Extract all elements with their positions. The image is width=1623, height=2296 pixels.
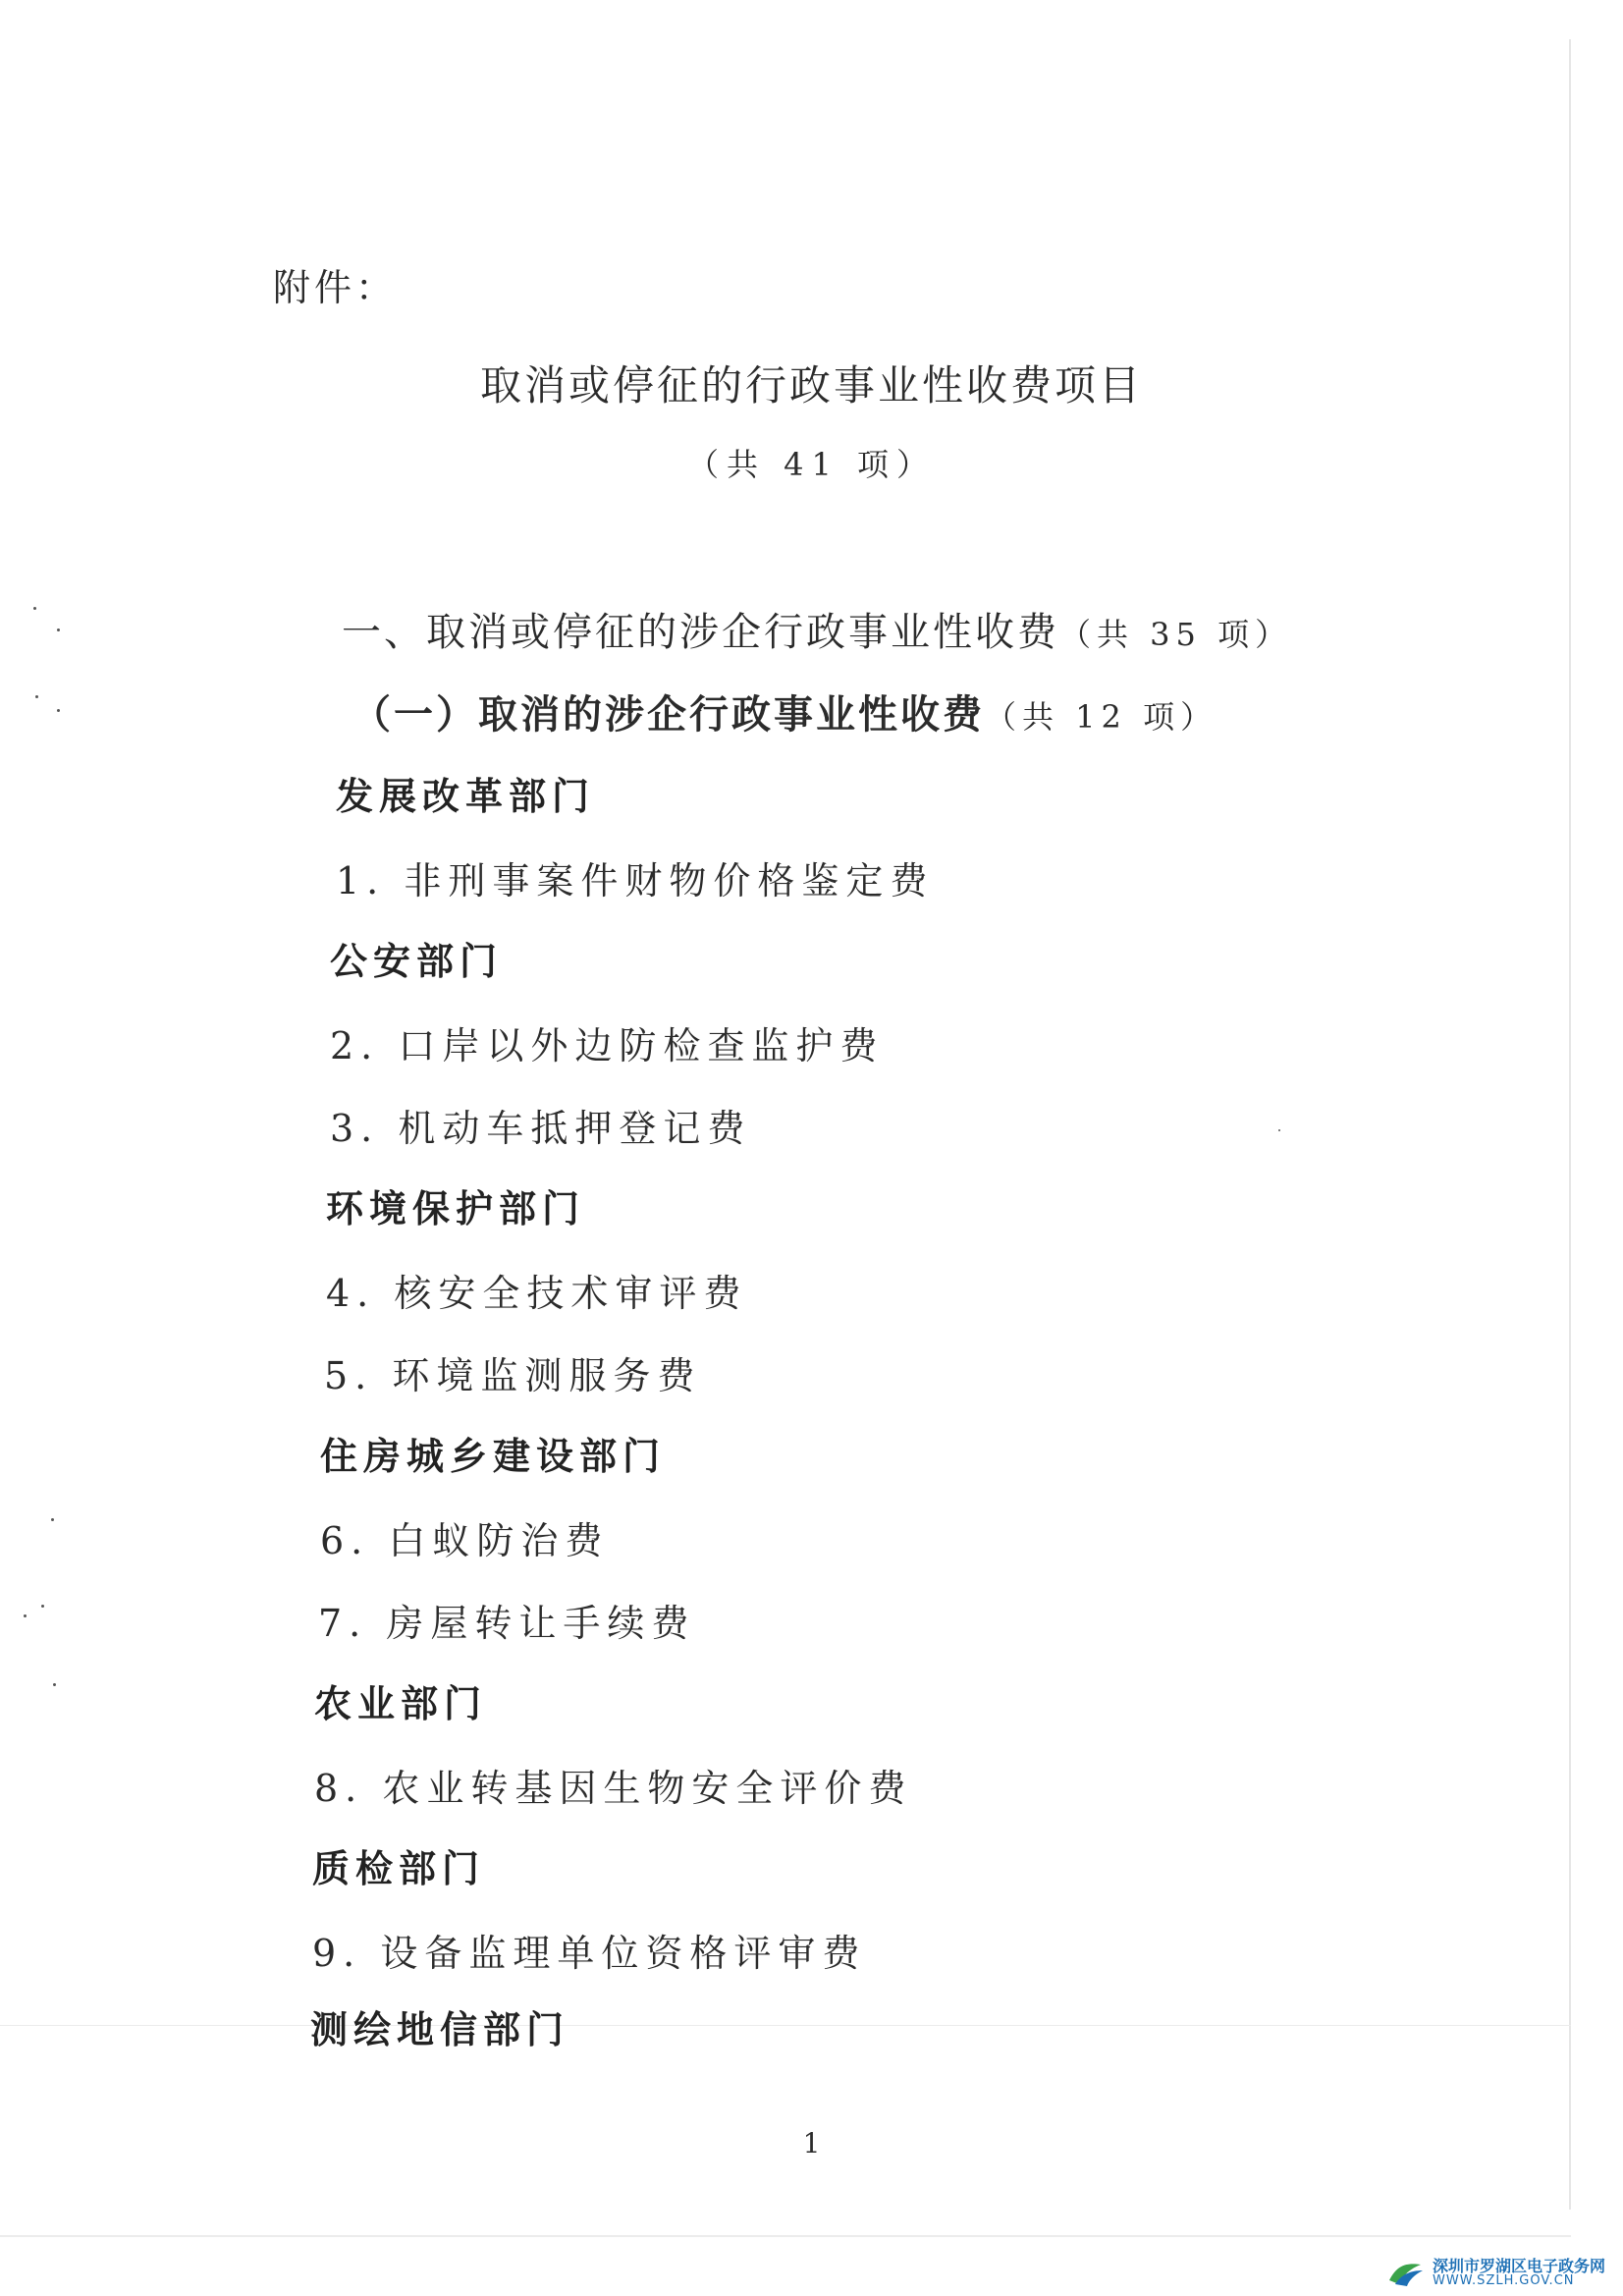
fee-item: 2. 口岸以外边防检查监护费 (330, 1024, 885, 1067)
fee-item: 5. 环境监测服务费 (324, 1354, 702, 1397)
watermark-site-url: WWW.SZLH.GOV.CN (1432, 2273, 1575, 2289)
watermark-site-name: 深圳市罗湖区电子政务网 (1432, 2256, 1605, 2275)
department-heading: 质检部门 (312, 1846, 486, 1890)
fee-item: 8. 农业转基因生物安全评价费 (314, 1767, 913, 1810)
scan-speck (1278, 1129, 1280, 1131)
document-total-count: （共 41 项） (686, 446, 937, 483)
attachment-label: 附件： (273, 266, 398, 309)
scan-speck (53, 1683, 56, 1686)
subsection-heading-text: （一）取消的涉企行政事业性收费 (352, 691, 985, 738)
site-watermark[interactable] (1385, 2256, 1605, 2289)
scan-speck (33, 607, 36, 610)
fee-item: 3. 机动车抵押登记费 (330, 1107, 752, 1150)
section-heading-text: 一、取消或停征的涉企行政事业性收费 (342, 610, 1059, 655)
fee-item: 4. 核安全技术审评费 (326, 1272, 748, 1315)
subsection-heading (352, 683, 1217, 739)
watermark-text (1432, 2256, 1605, 2289)
scan-speck (24, 1614, 27, 1617)
department-heading: 测绘地信部门 (310, 2007, 570, 2051)
scan-speck (57, 629, 60, 631)
subsection-count: （共 12 项） (985, 698, 1218, 736)
fee-item: 9. 设备监理单位资格评审费 (312, 1932, 867, 1975)
scan-speck (41, 1605, 44, 1608)
department-heading: 住房城乡建设部门 (320, 1434, 667, 1478)
section-heading (342, 601, 1292, 657)
fee-item: 1. 非刑事案件财物价格鉴定费 (336, 859, 935, 902)
scan-speck (51, 1518, 54, 1521)
scan-speck (35, 695, 38, 698)
department-heading: 公安部门 (330, 939, 504, 983)
page-number: 1 (802, 2127, 821, 2159)
document-title: 取消或停征的行政事业性收费项目 (479, 361, 1143, 410)
szlh-logo-icon (1385, 2259, 1425, 2288)
section-count: （共 35 项） (1059, 616, 1293, 653)
scan-speck (57, 709, 60, 712)
fee-item: 7. 房屋转让手续费 (318, 1602, 696, 1645)
scan-edge-bottom (0, 2025, 1571, 2026)
fee-item: 6. 白蚁防治费 (320, 1519, 610, 1562)
scan-edge-bottom-lower (0, 2235, 1571, 2237)
department-heading: 环境保护部门 (326, 1186, 586, 1230)
department-heading: 发展改革部门 (336, 774, 596, 818)
department-heading: 农业部门 (314, 1681, 488, 1725)
